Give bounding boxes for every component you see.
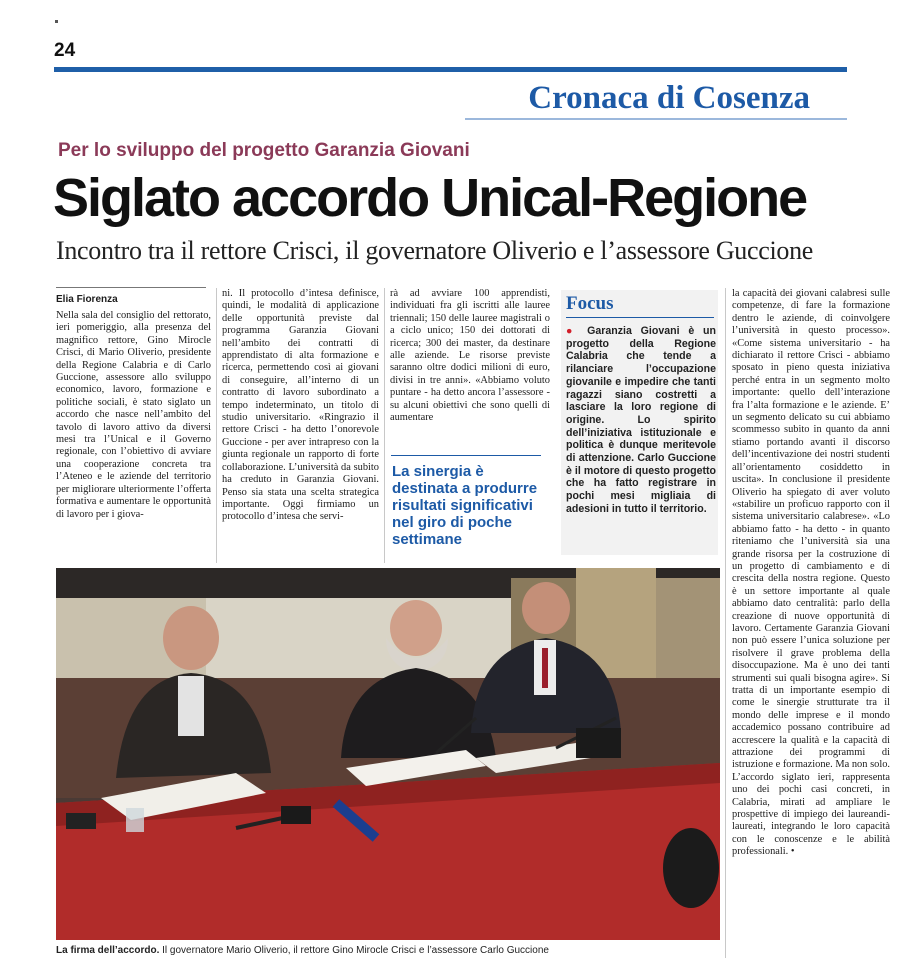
article-column-3: rà ad avviare 100 apprendisti, individuati fra gli iscritti alle lauree triennali; 150 delle lauree magistrali o a ciclo unico; 150 dei dottorati di ricerca; 300 dei master, da destinare alle aziende. Le risorse previste saranno oltre dodici milioni di euro, divisi in tre anni». «Abbiamo voluto puntare - ha detto ancora l’assessore - su alcuni obiettivi che sono quelli di aumentare: [390, 288, 550, 424]
signing-photo-illustration: [56, 568, 720, 940]
photo-caption: [56, 945, 726, 956]
top-rule: [54, 67, 847, 72]
article-column-5: la capacità dei giovani calabresi sulle competenze, di fare la formazione dentro le aziende, di coinvolgere l’università in questo processo». «Come sistema universitario - ha dichiarato il rettore Crisci - abbiamo sposato in pieno questa iniziativa perché entra in un segmento molto importante: quello dell’interazione fra l’alta formazione e le aziende. E’ un segmento delicato su cui abbiamo scommesso subito in quanto da anni stiamo portando avanti il discorso dell’incentivazione dei nostri studenti all’orientamento cosiddetto in uscita». In conclusione il presidente Oliverio ha spiegato di aver voluto «stabilire un proficuo rapporto con il sistema universitario calabrese». «Lo abbiamo fatto - ha detto - in quanto riteniamo che l’università sia una grande risorsa per la costruzione di un progetto di cambiamento e di crescita della nostra regione. Questo è un settore importante al quale abbiamo dato centralità: parlo della creazione di nuove opportunità di lavoro. Certamente Garanzia Giovani non può essere l’unica soluzione per risolvere il grave problema della disoccupazione. Ma è uno dei tanti strumenti sui quali bisogna agire». Si tratta di un importante esempio di come le sinergie strutturate tra il mondo delle imprese e il mondo accademico possano contribuire ad accrescere la qualità e la capacità di attrazione dei programmi di istruzione e formazione. Ma non solo. L’accordo siglato ieri, rappresenta uno dei pochi casi concreti, in Calabria, mirati ad ampliare le prospettive di impiego dei laureandi-laureati, integrando le loro capacità con le conoscenze e le abilità professionali. •: [732, 288, 890, 858]
article-column-1: Nella sala del consiglio del rettorato, ieri pomeriggio, alla presenza del magnifico rettore, Gino Mirocle Crisci, di Mario Oliverio, presidente della Regione Calabria e di Carlo Guccione, assessore allo sviluppo economico, lavoro, formazione e politiche sociali, è stato siglato un accordo che nasce nell’ambito del tavolo di lavoro attivo da diversi mesi tra l’Unical e il Governo regionale, con l’obiettivo di avviare una cooperazione concreta tra l’Ateneo e le aziende del territorio per migliorare ulteriormente l’offerta formativa e aumentare le opportunità di lavoro per i giova-: [56, 310, 211, 520]
pullquote: La sinergia è destinata a produrre risultati significativi nel giro di poche settimane: [392, 463, 538, 548]
pullquote-rule: [391, 455, 541, 456]
focus-text: [566, 325, 716, 555]
caption-lead: La firma dell’accordo.: [56, 945, 160, 956]
corner-mark: [55, 20, 58, 23]
focus-body: Garanzia Giovani è un progetto della Regione Calabria che tende a rilanciare l’occupazione giovanile e impedire che tanti ragazzi siano costretti a lasciare la loro regione di origine. Lo spirito dell’iniziativa istituzionale e politica è dunque meritevole di attenzione. Carlo Guccione è il motore di questo progetto che ha fatto registrare in pochi mesi migliaia di adesioni in tutto il territorio.: [566, 325, 716, 515]
article-kicker: Per lo sviluppo del progetto Garanzia Giovani: [58, 140, 470, 161]
section-rule: [465, 118, 847, 120]
article-headline: Siglato accordo Unical-Regione: [53, 168, 807, 228]
column-divider: [384, 288, 385, 563]
page-number: 24: [54, 40, 76, 61]
section-title: Cronaca di Cosenza: [528, 80, 810, 116]
caption-text: Il governatore Mario Oliverio, il rettore Gino Mirocle Crisci e l’assessore Carlo Guccione: [159, 945, 549, 956]
article-subheadline: Incontro tra il rettore Crisci, il governatore Oliverio e l’assessore Guccione: [56, 236, 814, 265]
focus-bullet-icon: ●: [566, 325, 579, 337]
column-divider: [725, 288, 726, 958]
focus-title: Focus: [566, 293, 614, 314]
article-column-2: ni. Il protocollo d’intesa definisce, quindi, le modalità di applicazione delle opportunità previste dal programma Garanzia Giovani nell’ambito dei contratti di apprendistato di alta formazione e ricerca, permettendo così ai giovani di conseguire, all’interno di un contratto di lavoro subordinato a tempo indeterminato, un titolo di studio universitario. «Ringrazio il rettore Crisci - ha detto l’onorevole Guccione - per aver intrapreso con la giunta regionale un rapporto di forte collaborazione. L’università da subito ha creduto in Garanzia Giovani. Penso sia stata una scelta strategica importante. Oggi firmiamo un protocollo d’intesa che servi-: [222, 288, 379, 523]
column-divider: [216, 288, 217, 563]
signing-photo: [56, 568, 720, 940]
byline-rule: [56, 287, 206, 288]
focus-title-rule: [566, 317, 714, 318]
byline: Elia Fiorenza: [56, 294, 118, 305]
